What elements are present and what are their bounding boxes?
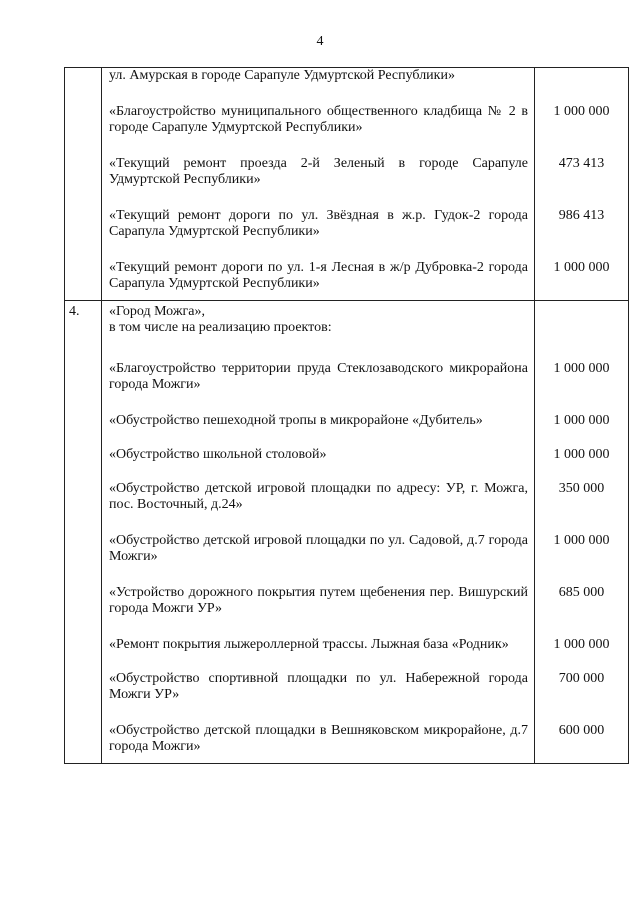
project-amount: 1 000 000 [553, 533, 610, 548]
project-amount: 1 000 000 [553, 361, 610, 376]
page-number: 4 [316, 34, 324, 49]
project-amount: 1 000 000 [553, 637, 610, 652]
project-item: «Обустройство спортивной площадки по ул. Набережной города Можги УР» [109, 671, 528, 702]
project-item: «Ремонт покрытия лыжероллерной трассы. Лыжная база «Родник» [109, 637, 509, 652]
project-amount [535, 68, 628, 92]
row-amounts [535, 301, 629, 764]
project-item: «Текущий ремонт дороги по ул. 1-я Лесная в ж/р Дубровка-2 города Сарапула Удмуртской Республики» [109, 260, 528, 291]
project-amount: 473 413 [558, 156, 605, 171]
project-amount: 1 000 000 [553, 260, 610, 275]
municipality-header [109, 301, 528, 349]
project-item: «Обустройство школьной столовой» [109, 447, 327, 462]
project-item: ул. Амурская в городе Сарапуле Удмуртской Республики» [109, 68, 455, 83]
row-number [65, 68, 102, 301]
project-amount: 350 000 [558, 481, 605, 496]
project-amount: 1 000 000 [553, 447, 610, 462]
project-amount: 1 000 000 [553, 413, 610, 428]
project-item: «Благоустройство муниципального общественного кладбища № 2 в городе Сарапуле Удмуртской Республики» [109, 104, 528, 135]
header-line: в том числе на реализацию проектов: [109, 320, 332, 335]
row-description [102, 68, 535, 301]
project-amount: 600 000 [558, 723, 605, 738]
row-amounts [535, 68, 629, 301]
amount-spacer [535, 301, 628, 349]
project-item: «Текущий ремонт дороги по ул. Звёздная в ж.р. Гудок-2 города Сарапула Удмуртской Республики» [109, 208, 528, 239]
project-item: «Обустройство детской игровой площадки по адресу: УР, г. Можга, пос. Восточный, д.24» [109, 481, 528, 512]
table-row [65, 68, 629, 301]
project-item: «Обустройство детской игровой площадки по ул. Садовой, д.7 города Можги» [109, 533, 528, 564]
funding-table [64, 67, 629, 764]
project-item: «Текущий ремонт проезда 2-й Зеленый в городе Сарапуле Удмуртской Республики» [109, 156, 528, 187]
project-amount: 986 413 [558, 208, 605, 223]
header-line: «Город Можга», [109, 304, 205, 319]
project-item: «Обустройство пешеходной тропы в микрорайоне «Дубитель» [109, 413, 483, 428]
project-item: «Устройство дорожного покрытия путем щебенения пер. Вишурский города Можги УР» [109, 585, 528, 616]
row-number: 4. [65, 301, 102, 764]
project-amount: 685 000 [558, 585, 605, 600]
project-amount: 700 000 [558, 671, 605, 686]
table-row [65, 301, 629, 764]
project-item: «Благоустройство территории пруда Стеклозаводского микрорайона города Можги» [109, 361, 528, 392]
project-amount: 1 000 000 [553, 104, 610, 119]
row-description [102, 301, 535, 764]
project-item: «Обустройство детской площадки в Вешняковском микрорайоне, д.7 города Можги» [109, 723, 528, 754]
